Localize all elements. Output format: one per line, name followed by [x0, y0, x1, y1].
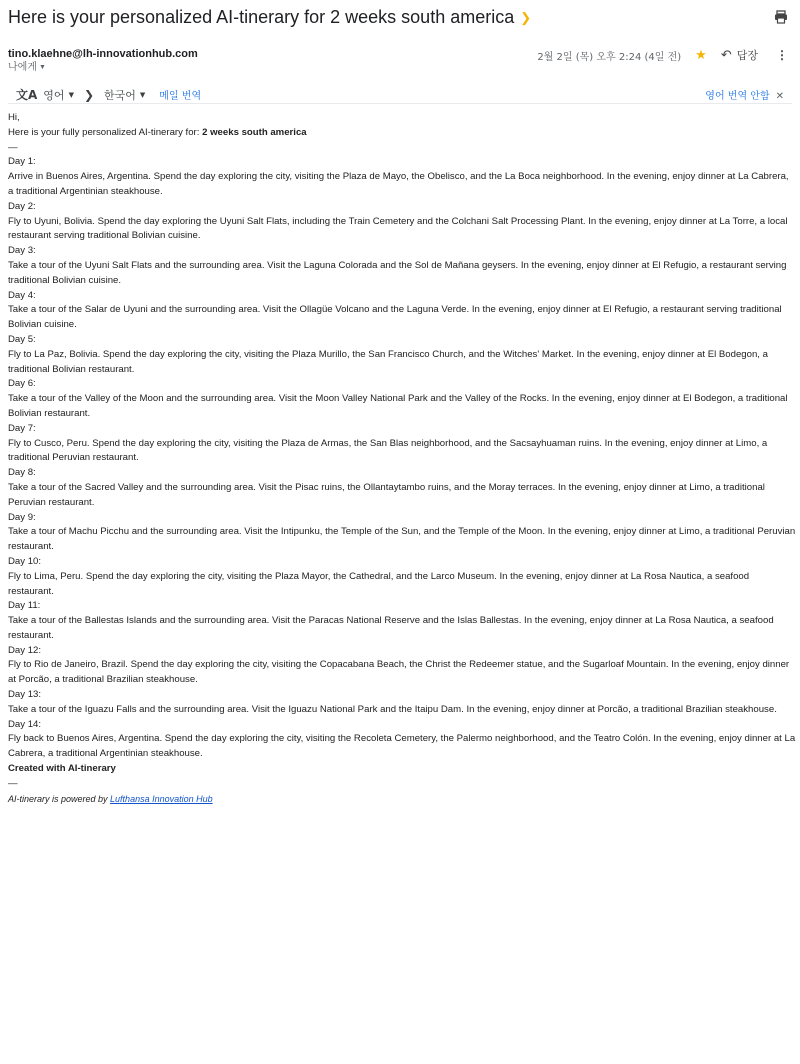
reply-label: 답장: [736, 49, 758, 62]
day-title: Day 7:: [8, 422, 36, 434]
chevron-right-icon: ❯: [83, 87, 95, 102]
intro-text: Here is your fully personalized AI-tinerary for:: [8, 126, 203, 138]
day-title: Day 10:: [8, 555, 42, 567]
day-description: Fly to Cusco, Peru. Spend the day exploring the city, visiting the Plaza de Armas, the San Blas neighborhood, and the Sacsayhuaman ruins. In the evening, enjoy dinner at Limo, a traditional Peruvian restaurant.: [8, 437, 768, 464]
translate-bar: [8, 84, 792, 104]
sender-row: [8, 47, 792, 77]
star-icon[interactable]: ★: [695, 47, 707, 62]
day-description: Take a tour of the Uyuni Salt Flats and the surrounding area. Visit the Laguna Colorada and the Sol de Mañana geysers. In the evening, enjoy dinner at El Refugio, a restaurant serving traditional Bolivian cuisine.: [8, 259, 787, 286]
target-language-select[interactable]: 한국어: [104, 88, 136, 102]
day-title: Day 2:: [8, 200, 36, 212]
day-title: Day 11:: [8, 600, 41, 612]
day-description: Fly to Lima, Peru. Spend the day exploring the city, visiting the Plaza Mayor, the Cathedral, and the Larco Museum. In the evening, enjoy dinner at La Rosa Nautica, a seafood restaurant.: [8, 570, 750, 597]
translate-controls: [16, 86, 201, 103]
email-header: [8, 4, 792, 32]
day-description: Take a tour of Machu Picchu and the surrounding area. Visit the Intipunku, the Temple of the Sun, and the Temple of the Moon. In the evening, enjoy dinner at Limo, a traditional Peruvian restaurant.: [8, 526, 796, 553]
reply-icon: ↶: [720, 47, 732, 63]
separator: —: [8, 141, 18, 153]
day-title: Day 3:: [8, 245, 36, 257]
day-description: Fly to Rio de Janeiro, Brazil. Spend the day exploring the city, visiting the Copacabana Beach, the Christ the Redeemer statue, and the Sugarloaf Mountain. In the evening, enjoy dinner at Porcão, a traditional Brazilian steakhouse.: [8, 659, 790, 686]
day-description: Take a tour of the Sacred Valley and the surrounding area. Visit the Pisac ruins, the Ollantaytambo ruins, and the Moray terraces. In the evening, enjoy dinner at Limo, a traditional Peruvian restaurant.: [8, 481, 765, 508]
recipient-label: 나에게: [8, 62, 37, 73]
source-language-select[interactable]: 영어: [43, 88, 65, 102]
sender-email[interactable]: tino.klaehne@lh-innovationhub.com: [8, 48, 198, 60]
day-description: Take a tour of the Iguazu Falls and the surrounding area. Visit the Iguazu National Park and the Itaipu Dam. In the evening, enjoy dinner at Porcão, a traditional Brazilian steakhouse.: [8, 703, 777, 715]
day-title: Day 1:: [8, 156, 36, 168]
day-description: Fly to La Paz, Bolivia. Spend the day exploring the city, visiting the Plaza Murillo, the San Francisco Church, and the Witches' Market. In the evening, enjoy dinner at El Bodegon, a traditional Bolivian restaurant.: [8, 348, 768, 375]
day-description: Fly back to Buenos Aires, Argentina. Spend the day exploring the city, visiting the Recoleta Cemetery, the Palermo neighborhood, and the Teatro Colón. In the evening, enjoy dinner at La Cabrera, a traditional Argentinian steakhouse.: [8, 733, 796, 760]
day-description: Arrive in Buenos Aires, Argentina. Spend the day exploring the city, visiting the Plaza de Mayo, the Obelisco, and the La Boca neighborhood. In the evening, enjoy dinner at La Cabrera, a traditional Argentinian steakhouse.: [8, 171, 789, 197]
message-meta: [537, 47, 792, 63]
footer-separator: —: [8, 777, 18, 789]
translate-mail-button[interactable]: 메일 번역: [159, 91, 202, 102]
day-title: Day 12:: [8, 644, 42, 656]
day-description: Take a tour of the Salar de Uyuni and the surrounding area. Visit the Ollagüe Volcano and the Laguna Verde. In the evening, enjoy dinner at El Refugio, a restaurant serving traditional Bolivian cuisine.: [8, 304, 782, 331]
powered-link[interactable]: Lufthansa Innovation Hub: [110, 793, 213, 804]
created-with: Created with AI-tinerary: [8, 763, 116, 775]
intro-line: [8, 126, 796, 141]
day-description: Fly to Uyuni, Bolivia. Spend the day exploring the Uyuni Salt Flats, including the Train Cemetery and the Colchani Salt Processing Plant. In the evening, enjoy dinner at La Torre, a local restaurant serving traditional Bolivian cuisine.: [8, 215, 788, 242]
more-vert-icon[interactable]: ⋮: [776, 48, 788, 62]
powered-by: [8, 792, 796, 807]
message-date: 2월 2일 (목) 오후 2:24 (4일 전): [537, 51, 682, 63]
day-title: Day 6:: [8, 378, 36, 390]
reply-button[interactable]: [721, 47, 758, 63]
dont-translate-button[interactable]: 영어 번역 안함: [705, 91, 770, 102]
powered-text: AI-tinerary is powered by: [8, 793, 111, 804]
email-subject: Here is your personalized AI-tinerary for 2 weeks south america: [8, 7, 515, 27]
day-description: Take a tour of the Valley of the Moon and the surrounding area. Visit the Moon Valley National Park and the Valley of the Rocks. In the evening, enjoy dinner at El Bodegon, a traditional Bolivian restaurant.: [8, 393, 788, 419]
translate-icon: 文A: [16, 88, 38, 102]
itinerary-days: [8, 155, 796, 762]
day-title: Day 8:: [8, 467, 36, 479]
label-importance-icon[interactable]: ❯: [520, 10, 532, 25]
greeting: Hi,: [8, 112, 20, 123]
day-title: Day 4:: [8, 289, 36, 301]
day-title: Day 5:: [8, 333, 36, 345]
dont-translate-control: [705, 87, 784, 102]
chevron-down-icon[interactable]: ▼: [38, 64, 46, 71]
source-dropdown-icon[interactable]: ▼: [68, 90, 74, 99]
day-description: Take a tour of the Ballestas Islands and the surrounding area. Visit the Paracas National Reserve and the Islas Ballestas. In the evening, enjoy dinner at La Rosa Nautica, a seafood restaurant.: [8, 615, 774, 641]
day-title: Day 9:: [8, 511, 36, 523]
day-title: Day 13:: [8, 689, 42, 701]
recipient-details[interactable]: [8, 61, 792, 75]
target-dropdown-icon[interactable]: ▼: [139, 90, 146, 99]
day-title: Day 14:: [8, 718, 42, 730]
message-body: [8, 111, 796, 806]
close-icon[interactable]: ✕: [775, 91, 784, 102]
print-icon[interactable]: [774, 10, 788, 24]
trip-name: 2 weeks south america: [202, 126, 307, 138]
